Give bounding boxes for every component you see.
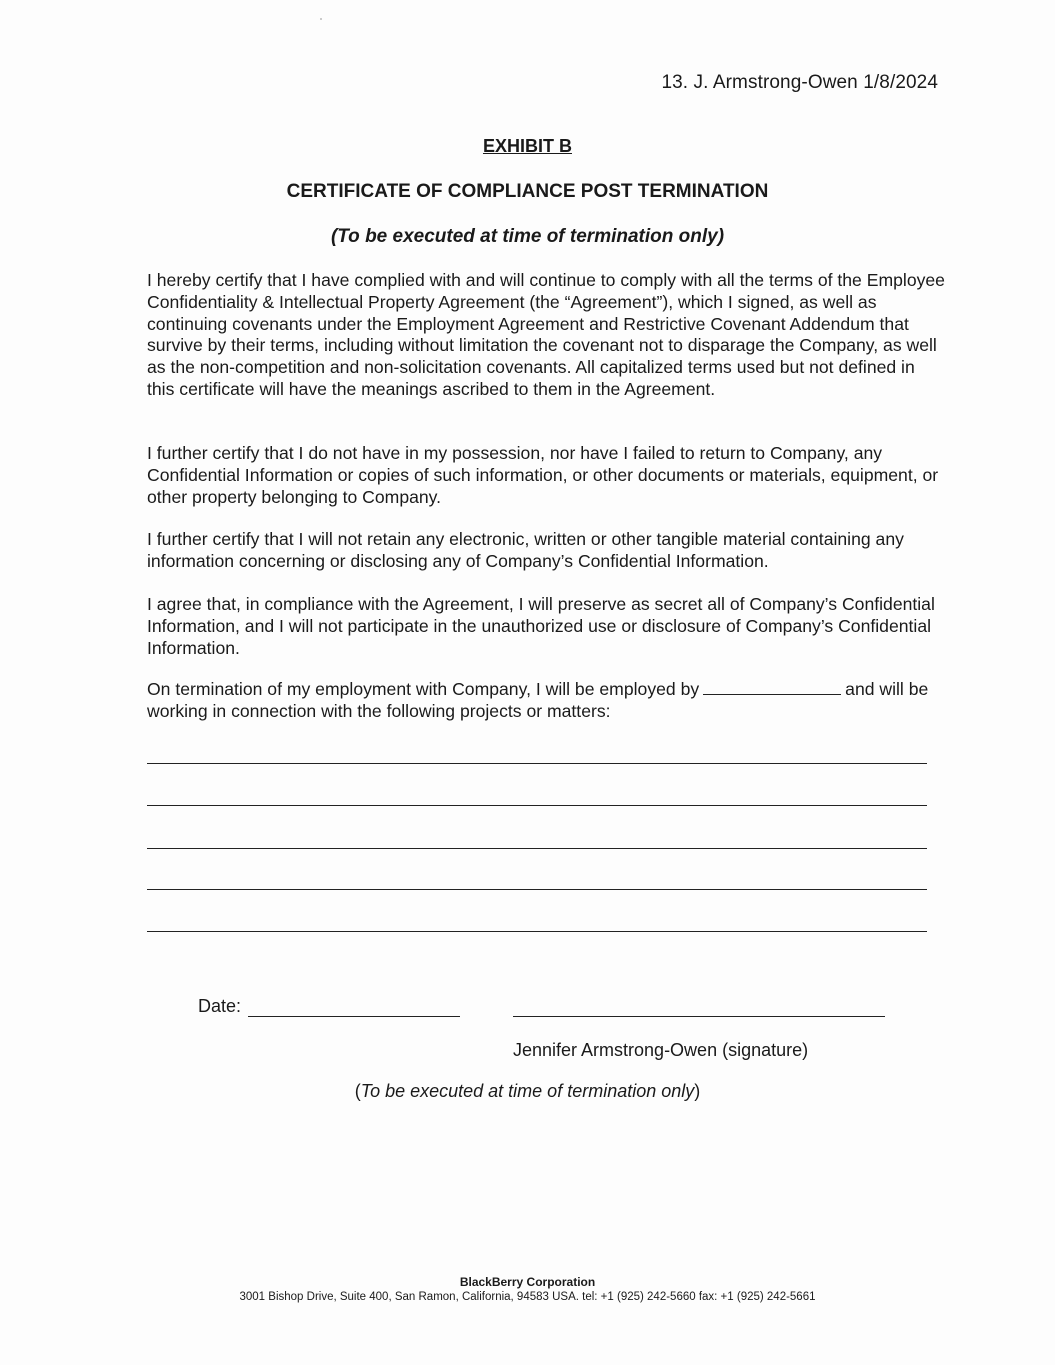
projects-line-4[interactable] bbox=[147, 889, 927, 890]
execution-note bbox=[0, 1081, 1055, 1102]
execution-note-open-paren: ( bbox=[354, 1081, 361, 1101]
paragraph-secrecy: I agree that, in compliance with the Agreement, I will preserve as secret all of Company’s Confidential Information, and I will not participate in the unauthorized use or disclosure of Company’s Confidential Information. bbox=[147, 594, 935, 658]
execution-note-text: To be executed at time of termination only bbox=[360, 1081, 695, 1101]
employment-sentence-end: and will be working in connection with the following projects or matters: bbox=[147, 679, 929, 721]
paragraph-possession: I further certify that I do not have in my possession, nor have I failed to return to Company, any Confidential Information or copies of such information, or other documents or materials, equipment, or other property belonging to Company. bbox=[147, 443, 939, 507]
paragraph-compliance: I hereby certify that I have complied with and will continue to comply with all the terms of the Employee Confidentiality & Intellectual Property Agreement (the “Agreement”), which I signed, as well as continuing covenants under the Employment Agreement and Restrictive Covenant Addendum that survive by their terms, including without limitation the covenant not to disparage the Company, as well as the non-competition and non-solicitation covenants. All capitalized terms used but not defined in this certificate will have the meanings ascribed to them in the Agreement. bbox=[147, 270, 945, 399]
employer-blank-field[interactable] bbox=[703, 680, 841, 695]
signature-caption: Jennifer Armstrong-Owen (signature) bbox=[513, 1040, 809, 1060]
document-subtitle bbox=[0, 226, 1055, 248]
subtitle-close-paren: ) bbox=[717, 226, 725, 247]
signature-field-line[interactable] bbox=[513, 1016, 885, 1017]
paragraph-employment bbox=[147, 679, 947, 723]
footer-address: 3001 Bishop Drive, Suite 400, San Ramon, California, 94583 USA. tel: +1 (925) 242-5660 fax: +1 (925) 242-5661 bbox=[239, 1291, 816, 1303]
projects-line-1[interactable] bbox=[147, 763, 927, 764]
projects-line-2[interactable] bbox=[147, 805, 927, 806]
footer-company: BlackBerry Corporation bbox=[459, 1275, 596, 1289]
subtitle-text: To be executed at time of termination only bbox=[337, 226, 718, 247]
projects-line-5[interactable] bbox=[147, 931, 927, 932]
employment-sentence-start: On termination of my employment with Company, I will be employed by bbox=[147, 679, 700, 699]
projects-line-3[interactable] bbox=[147, 848, 927, 849]
paragraph-retention: I further certify that I will not retain any electronic, written or other tangible material containing any information concerning or disclosing any of Company’s Confidential Information. bbox=[147, 529, 904, 571]
subtitle-open-paren: ( bbox=[330, 226, 338, 247]
header-reference: 13. J. Armstrong-Owen 1/8/2024 bbox=[661, 72, 938, 93]
scan-speck bbox=[320, 18, 322, 20]
date-field-line[interactable] bbox=[248, 1016, 460, 1017]
exhibit-label: EXHIBIT B bbox=[482, 136, 572, 156]
date-label: Date: bbox=[198, 996, 242, 1016]
execution-note-close-paren: ) bbox=[694, 1081, 701, 1101]
document-title: CERTIFICATE OF COMPLIANCE POST TERMINATION bbox=[286, 181, 769, 202]
